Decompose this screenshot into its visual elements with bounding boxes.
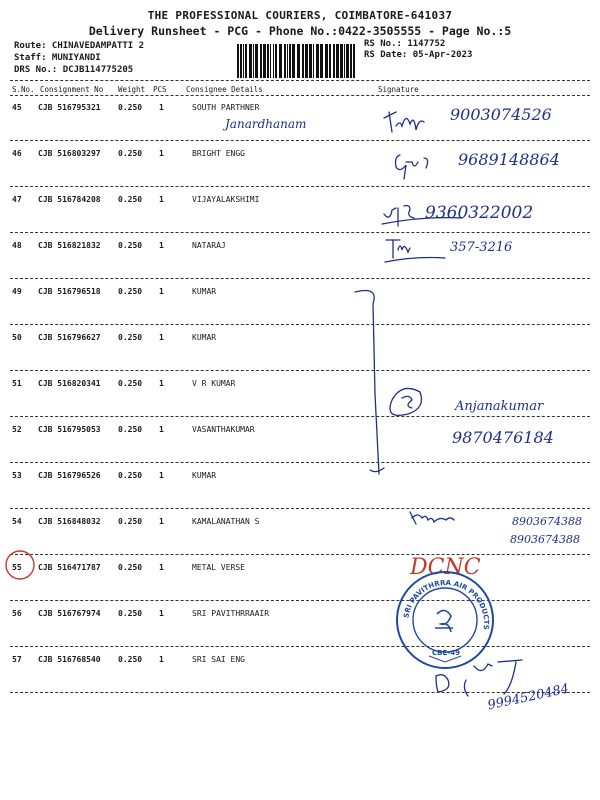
circled-row-55 [6,551,34,579]
rs-date: RS Date: 05-Apr-2023 [364,50,473,60]
drs-number: DRS No.: DCJB114775205 [14,65,134,75]
row-pcs: 1 [159,609,164,618]
row-weight: 0.250 [118,517,143,526]
row-sno: 47 [12,195,22,204]
stamp-text: SRI PAVITHRRA AIR PRODUCTS [402,578,491,631]
row-sno: 54 [12,517,22,526]
row-pcs: 1 [159,563,164,572]
col-weight: Weight [118,85,146,94]
row-pcs: 1 [159,517,164,526]
signature-48 [385,240,445,262]
row-consignment: CJB 516767974 [38,609,101,618]
route-label: Route: CHINAVEDAMPATTI 2 [14,41,145,51]
row-consignment: CJB 516848032 [38,517,101,526]
row-weight: 0.250 [118,609,143,618]
runsheet-subtitle: Delivery Runsheet - PCG - Phone No.:0422-3505555 - Page No.:5 [88,24,512,38]
row-sno: 52 [12,425,22,434]
row-consignee: KUMAR [192,333,217,342]
row-sno: 49 [12,287,22,296]
row-sno: 50 [12,333,22,342]
row-weight: 0.250 [118,287,143,296]
row-consignment: CJB 516784208 [38,195,101,204]
row-consignee: NATARAJ [192,241,226,250]
row-sno: 51 [12,379,22,388]
row-consignment: CJB 516796526 [38,471,101,480]
handwritten-mark-55: DCNC [410,555,481,580]
row-weight: 0.250 [118,655,143,664]
row-consignee: KUMAR [192,287,217,296]
row-consignee: METAL VERSE [192,563,245,572]
row-weight: 0.250 [118,241,143,250]
row-weight: 0.250 [118,333,143,342]
signature-46 [396,155,428,179]
handwritten-name-51: Anjanakumar [455,399,544,414]
row-consignment: CJB 516820341 [38,379,101,388]
row-weight: 0.250 [118,103,143,112]
row-consignment: CJB 516768540 [38,655,101,664]
row-consignee: SRI PAVITHRRAAIR [192,609,270,618]
col-sno: S.No. [12,85,35,94]
row-consignment: CJB 516795053 [38,425,101,434]
bracket-49-53 [355,291,384,475]
row-consignment: CJB 516821832 [38,241,101,250]
row-pcs: 1 [159,655,164,664]
row-weight: 0.250 [118,379,143,388]
handwritten-phone-54a: 8903674388 [512,515,582,528]
row-pcs: 1 [159,195,164,204]
stamp-subtext: CBE-49 [432,649,460,657]
row-pcs: 1 [159,471,164,480]
handwritten-phone-52: 9870476184 [452,428,554,447]
row-sno: 57 [12,655,22,664]
row-consignee: KAMALANATHAN S [192,517,260,526]
signature-45 [384,112,424,132]
row-consignee: SRI SAI ENG [192,655,245,664]
row-sno: 53 [12,471,22,480]
signature-54 [410,512,454,524]
rs-number: RS No.: 1147752 [364,39,446,49]
row-pcs: 1 [159,425,164,434]
row-pcs: 1 [159,287,164,296]
row-consignee: V R KUMAR [192,379,236,388]
company-title: THE PROFESSIONAL COURIERS, COIMBATORE-641037 [147,9,453,22]
row-sno: 48 [12,241,22,250]
row-consignment: CJB 516796627 [38,333,101,342]
signature-57 [436,660,522,696]
row-weight: 0.250 [118,471,143,480]
signature-47 [382,206,462,227]
row-consignment: CJB 516795321 [38,103,101,112]
row-weight: 0.250 [118,425,143,434]
handwritten-name-45: Janardhanam [225,117,307,131]
row-consignment: CJB 516796518 [38,287,101,296]
company-stamp [397,572,493,668]
col-signature: Signature [378,85,419,94]
handwritten-phone-57: 9994520484 [486,681,571,714]
row-consignee: BRIGHT ENGG [192,149,245,158]
col-consignment: Consignment No [40,85,104,94]
row-weight: 0.250 [118,195,143,204]
row-pcs: 1 [159,333,164,342]
handwritten-phone-46: 9689148864 [458,150,560,169]
row-pcs: 1 [159,149,164,158]
row-sno: 55 [12,563,22,572]
handwritten-phone-45: 9003074526 [450,105,552,124]
row-weight: 0.250 [118,563,143,572]
row-sno: 45 [12,103,22,112]
col-pcs: PCS [153,85,167,94]
row-pcs: 1 [159,103,164,112]
row-consignee: VASANTHAKUMAR [192,425,255,434]
row-pcs: 1 [159,379,164,388]
staff-label: Staff: MUNIYANDI [14,53,101,63]
handwritten-phone-47: 9360322002 [425,203,534,223]
row-pcs: 1 [159,241,164,250]
handwritten-phone-54b: 8903674388 [510,533,580,546]
row-sno: 56 [12,609,22,618]
row-consignment: CJB 516471787 [38,563,101,572]
row-sno: 46 [12,149,22,158]
row-consignee: KUMAR [192,471,217,480]
col-consignee: Consignee Details [186,85,263,94]
row-weight: 0.250 [118,149,143,158]
row-consignment: CJB 516803297 [38,149,101,158]
row-consignee: VIJAYALAKSHIMI [192,195,260,204]
signature-51 [390,388,422,415]
row-consignee: SOUTH PARTHNER [192,103,260,112]
handwritten-phone-48: 357-3216 [450,240,513,255]
